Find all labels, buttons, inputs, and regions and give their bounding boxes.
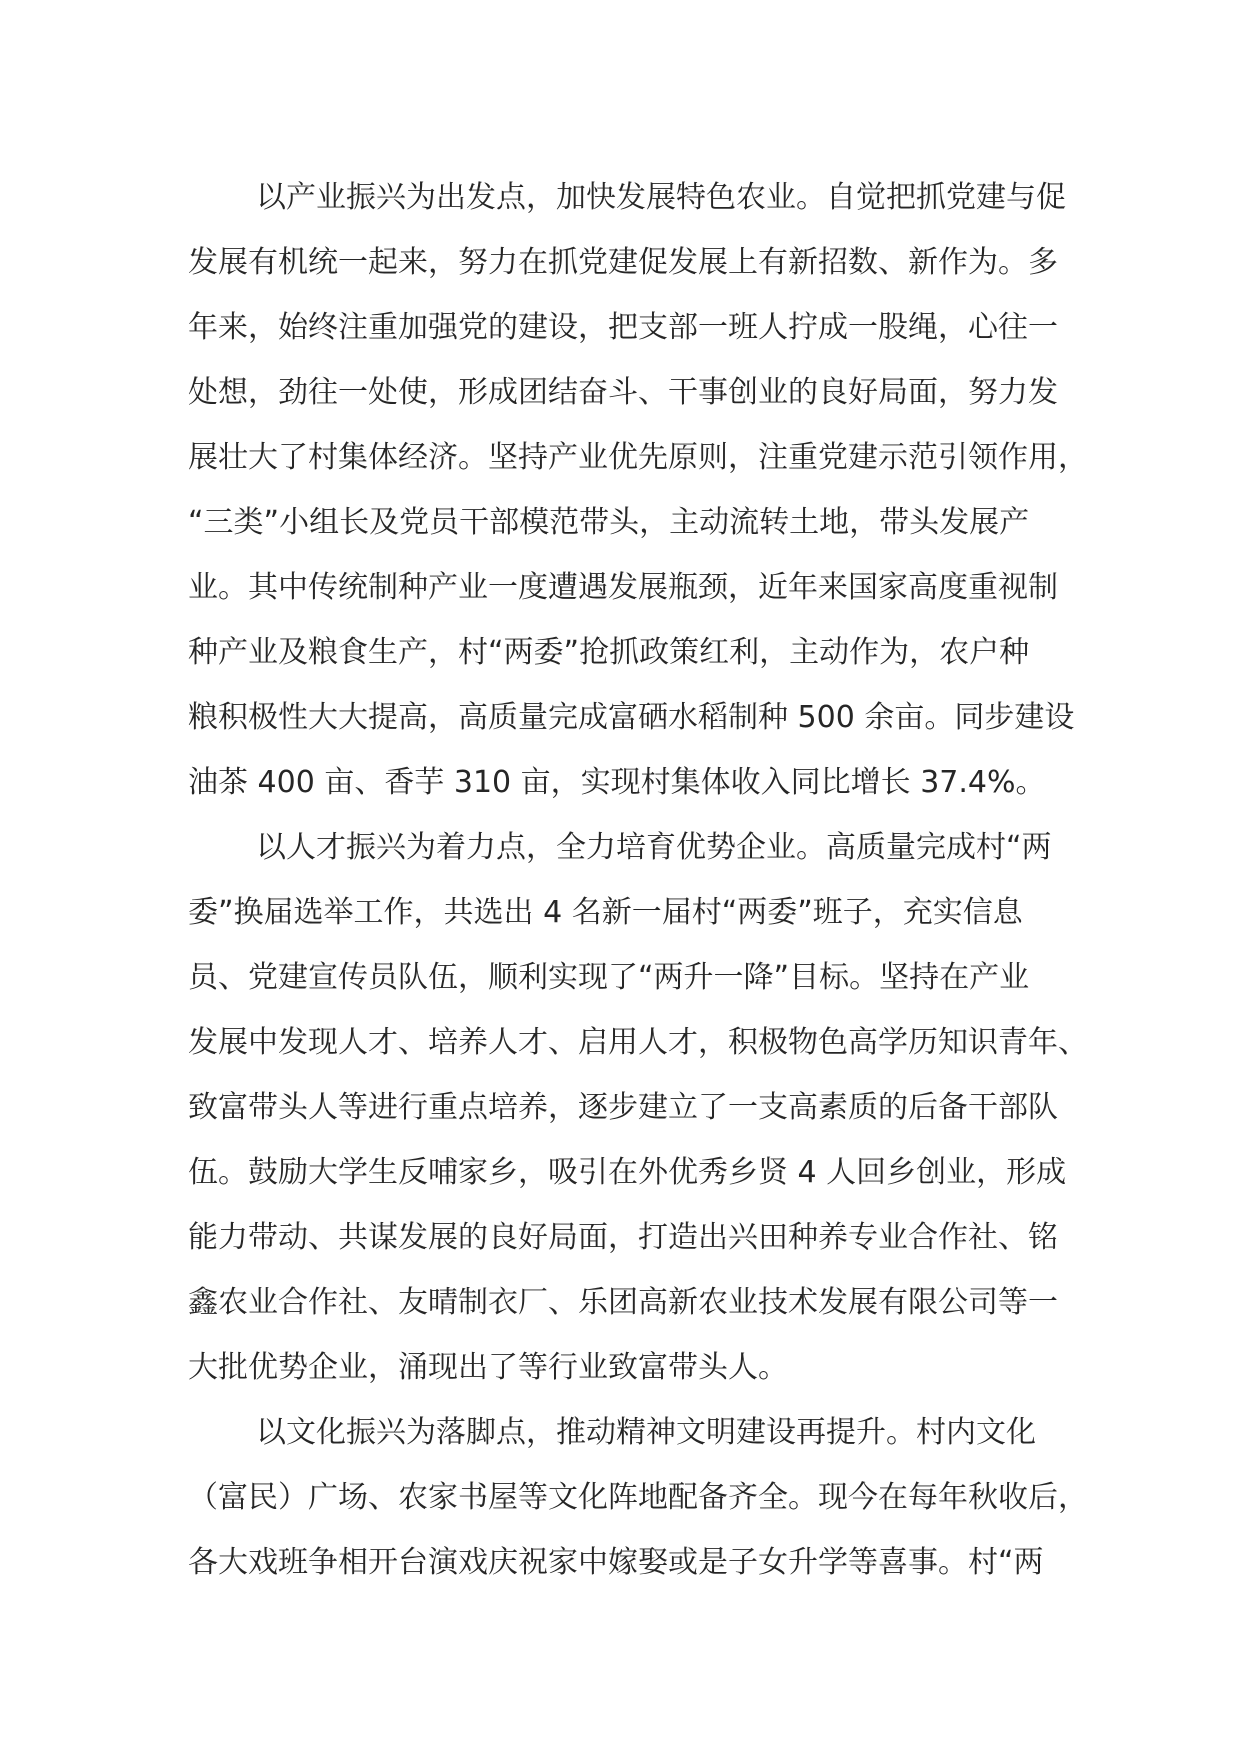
text-line: “三类”小组长及党员干部模范带头，主动流转土地，带头发展产	[188, 505, 1030, 540]
text-line: 能力带动、共谋发展的良好局面，打造出兴田种养专业合作社、铭	[188, 1220, 1058, 1255]
text-line: 年来，始终注重加强党的建设，把支部一班人拧成一股绳，心往一	[188, 310, 1058, 345]
text-line: 致富带头人等进行重点培养，逐步建立了一支高素质的后备干部队	[188, 1090, 1058, 1125]
paragraph-industry	[188, 165, 1088, 815]
document-body	[188, 165, 1088, 1595]
text-line: 发展中发现人才、培养人才、启用人才，积极物色高学历知识青年、	[188, 1025, 1088, 1060]
text-line: （富民）广场、农家书屋等文化阵地配备齐全。现今在每年秋收后，	[188, 1480, 1088, 1515]
paragraph-talent	[188, 815, 1088, 1400]
text-line: 以人才振兴为着力点，全力培育优势企业。高质量完成村“两	[256, 830, 1052, 865]
text-line: 委”换届选举工作，共选出 4 名新一届村“两委”班子，充实信息	[188, 895, 1023, 930]
text-line: 展壮大了村集体经济。坚持产业优先原则，注重党建示范引领作用，	[188, 440, 1088, 475]
text-line: 以产业振兴为出发点，加快发展特色农业。自觉把抓党建与促	[256, 180, 1066, 215]
text-line: 鑫农业合作社、友晴制衣厂、乐团高新农业技术发展有限公司等一	[188, 1285, 1058, 1320]
text-line: 发展有机统一起来，努力在抓党建促发展上有新招数、新作为。多	[188, 245, 1058, 280]
text-line: 大批优势企业，涌现出了等行业致富带头人。	[188, 1350, 788, 1385]
text-line: 业。其中传统制种产业一度遭遇发展瓶颈，近年来国家高度重视制	[188, 570, 1058, 605]
text-line: 种产业及粮食生产，村“两委”抢抓政策红利，主动作为，农户种	[188, 635, 1030, 670]
text-line: 处想，劲往一处使，形成团结奋斗、干事创业的良好局面，努力发	[188, 375, 1058, 410]
text-line: 员、党建宣传员队伍，顺利实现了“两升一降”目标。坚持在产业	[188, 960, 1030, 995]
paragraph-culture	[188, 1400, 1088, 1595]
text-line: 以文化振兴为落脚点，推动精神文明建设再提升。村内文化	[256, 1415, 1036, 1450]
text-line: 各大戏班争相开台演戏庆祝家中嫁娶或是子女升学等喜事。村“两	[188, 1545, 1044, 1580]
text-line: 伍。鼓励大学生反哺家乡，吸引在外优秀乡贤 4 人回乡创业，形成	[188, 1155, 1067, 1190]
text-line: 粮积极性大大提高，高质量完成富硒水稻制种 500 余亩。同步建设	[188, 700, 1075, 735]
text-line: 油茶 400 亩、香芋 310 亩，实现村集体收入同比增长 37.4%。	[188, 765, 1046, 800]
